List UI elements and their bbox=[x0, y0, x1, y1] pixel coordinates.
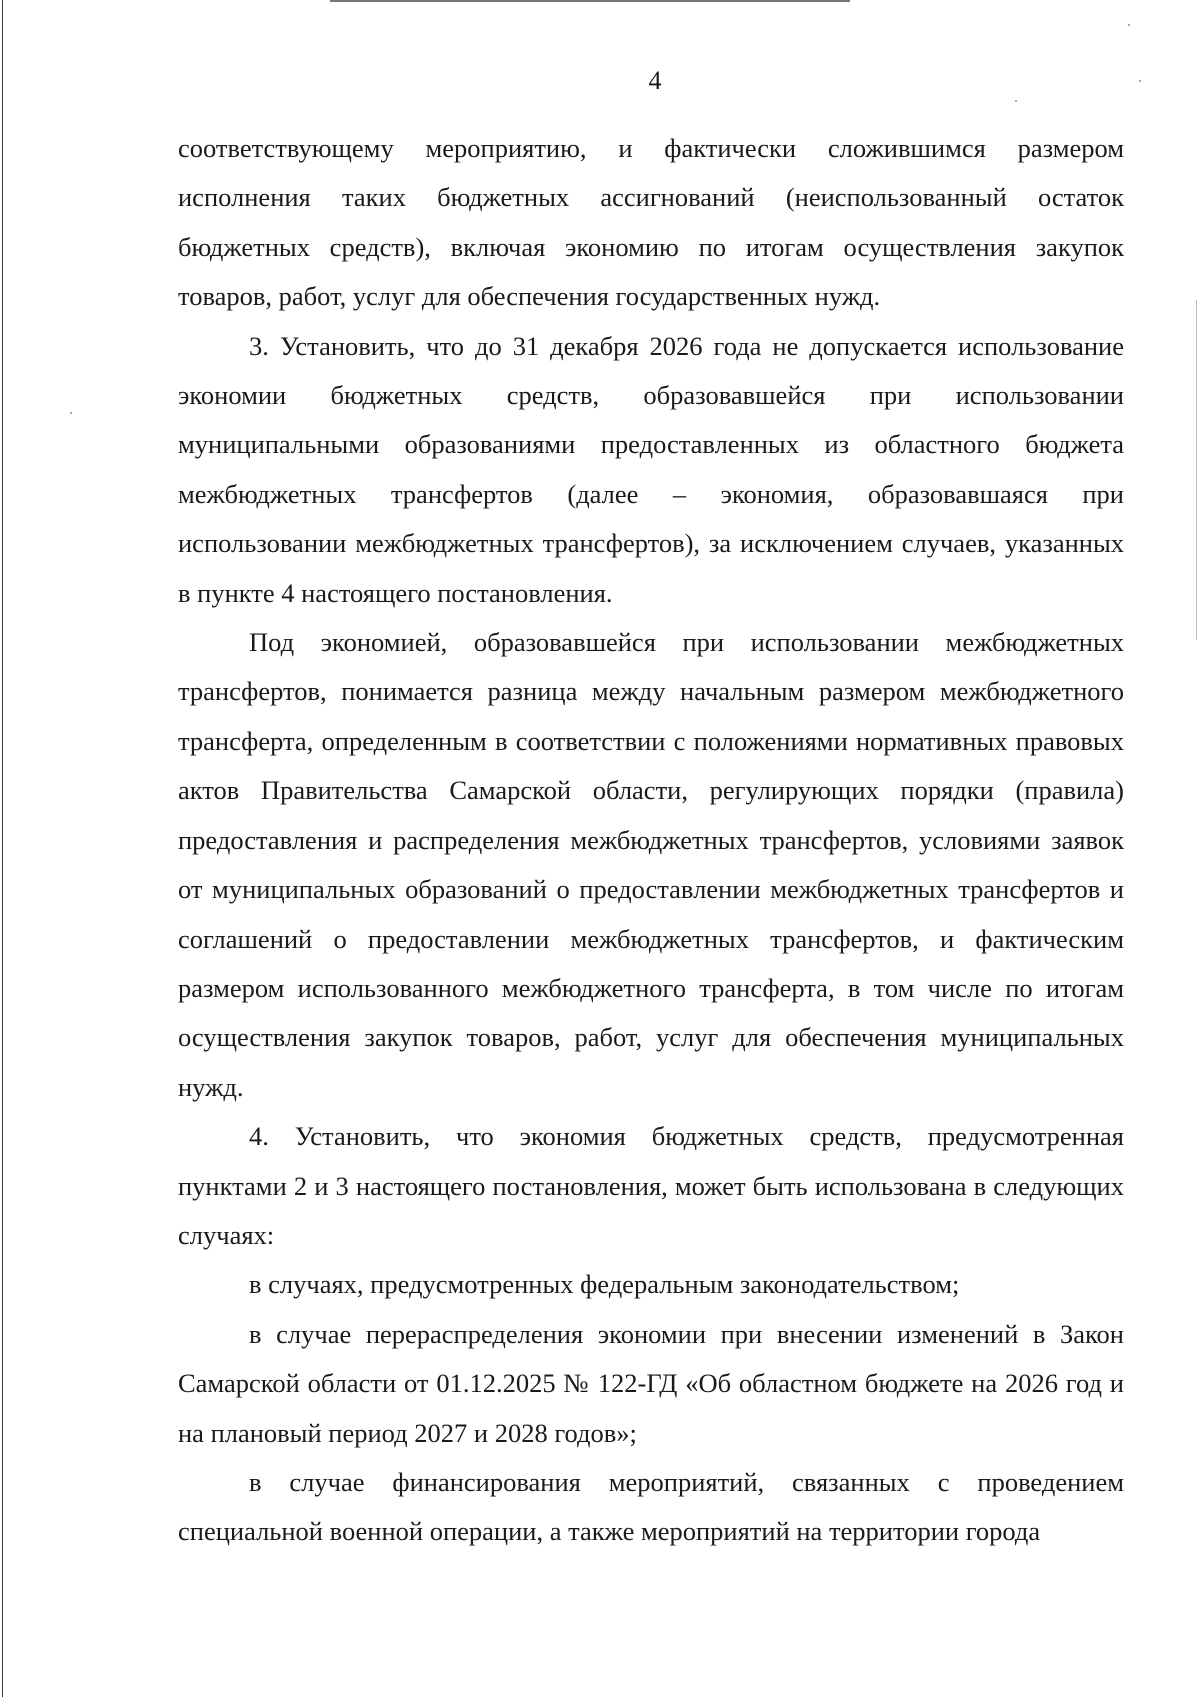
paragraph-continuation: соответствующему мероприятию, и фактически сложившимся размером исполнения таких бюджетных ассигнований (неиспользованный остаток бюджетных средств), включая экономию по итогам осуществления закупок товаров, работ, услуг для обеспечения государственных нужд. bbox=[178, 133, 1124, 312]
page-number: 4 bbox=[648, 66, 662, 95]
paragraph-item-3: 3. Установить, что до 31 декабря 2026 года не допускается использование экономии бюджетных средств, образовавшейся при использовании муниципальными образованиями предоставленных из областного бюджета межбюджетных трансфертов (далее – экономия, образовавшаяся при использовании межбюджетных трансфертов), за исключением случаев, указанных в пункте 4 настоящего постановления. bbox=[178, 330, 1124, 608]
scan-edge-right bbox=[1196, 300, 1197, 640]
paragraph-economy-definition: Под экономией, образовавшейся при использовании межбюджетных трансфертов, понимается разница между начальным размером межбюджетного трансферта, определенным в соответствии с положениями нормативных правовых актов Правительства Самарской области, регулирующих порядки (правила) предоставления и распределения межбюджетных трансфертов, условиями заявок от муниципальных образований о предоставлении межбюджетных трансфертов и соглашений о предоставлении межбюджетных трансфертов, и фактическим размером использованного межбюджетного трансферта, в том числе по итогам осуществления закупок товаров, работ, услуг для обеспечения муниципальных нужд. bbox=[178, 627, 1124, 1102]
scan-speck bbox=[1128, 24, 1130, 26]
scan-speck bbox=[70, 412, 72, 414]
scan-speck bbox=[1015, 100, 1017, 102]
paragraph-case-financing: в случае финансирования мероприятий, связанных с проведением специальной военной операции, а также мероприятий на территории города bbox=[178, 1466, 1124, 1547]
paragraph-case-federal: в случаях, предусмотренных федеральным законодательством; bbox=[249, 1269, 960, 1300]
scan-edge-top bbox=[330, 0, 850, 2]
scan-edge-left bbox=[2, 0, 3, 1697]
paragraph-item-4: 4. Установить, что экономия бюджетных средств, предусмотренная пунктами 2 и 3 настоящего постановления, может быть использована в следующих случаях: bbox=[178, 1121, 1124, 1250]
document-body bbox=[178, 124, 1124, 1557]
paragraph-case-redistribution: в случае перераспределения экономии при внесении изменений в Закон Самарской области от 01.12.2025 № 122-ГД «Об областном бюджете на 2026 год и на плановый период 2027 и 2028 годов»; bbox=[178, 1318, 1124, 1448]
